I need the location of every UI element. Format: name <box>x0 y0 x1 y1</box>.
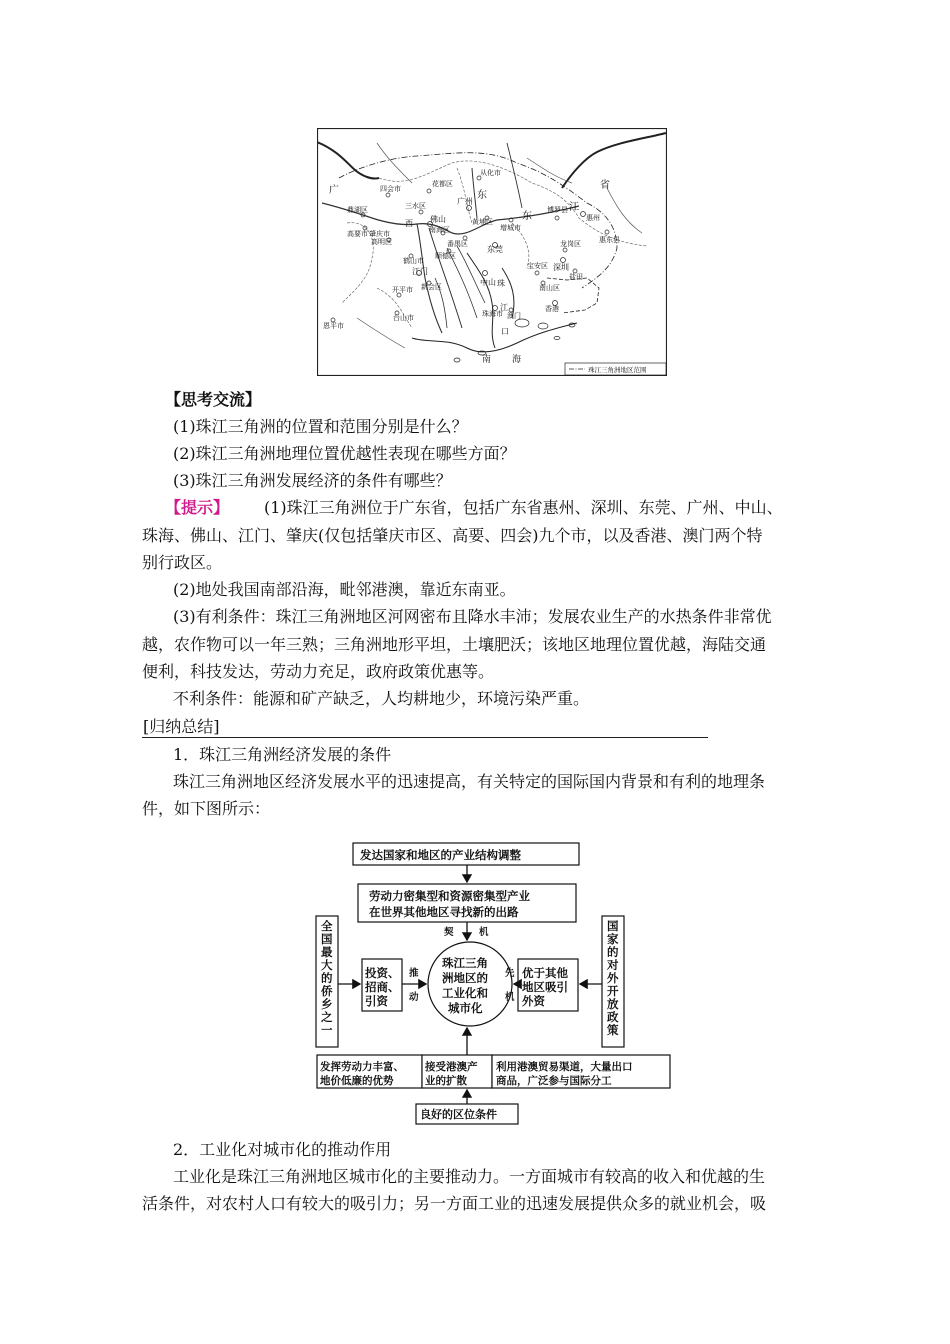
diag-first-1: 先 <box>505 968 515 979</box>
map-label-sheng: 省 <box>600 180 610 191</box>
map-label-nanhaisea: 南 <box>482 355 492 365</box>
diag-first-2: 机 <box>505 992 515 1003</box>
map-label-huadu: 花都区 <box>432 180 453 188</box>
diag-bottom-c2: 商品，广泛参与国际分工 <box>496 1075 612 1087</box>
map-label-shunde: 顺德区 <box>435 252 456 260</box>
hint-label: 【提示】 <box>165 498 230 517</box>
map-label-guang1: 广 <box>329 185 339 196</box>
map-label-sanshui: 三水区 <box>405 202 426 210</box>
point-1-line-1: 珠江三角洲地区经济发展水平的迅速提高，有关特定的国际国内背景和有利的地理条 <box>173 772 766 791</box>
diag-center-2: 洲地区的 <box>442 971 488 985</box>
map-label-gaoyao: 高要市 <box>347 230 368 238</box>
map-label-kaiping: 开平市 <box>392 286 413 294</box>
diag-invest-1: 投资、 <box>365 966 400 980</box>
question-3: (3)珠江三角洲发展经济的条件有哪些？ <box>173 471 452 490</box>
vtext-right-char: 国 <box>607 919 619 933</box>
diag-top-1: 发达国家和地区的产业结构调整 <box>360 848 521 862</box>
map-label-gaoming: 高明区 <box>371 238 392 246</box>
vtext-right-char: 开 <box>607 984 619 998</box>
map-label-huidong: 惠东县 <box>599 236 620 244</box>
diag-left-vertical <box>321 919 333 1037</box>
map-label-xi: 西 <box>405 219 413 228</box>
conditions-flow-diagram <box>312 842 672 1125</box>
vtext-left-char: 乡 <box>321 997 333 1011</box>
question-2: (2)珠江三角洲地理位置优越性表现在哪些方面？ <box>173 444 516 463</box>
answer-3-line-1: (3)有利条件：珠江三角洲地区河网密布且降水丰沛；发展农业生产的水热条件非常优 <box>173 607 772 626</box>
map-label-dinghu: 鼎湖区 <box>347 206 368 214</box>
vtext-left-char: 大 <box>321 958 333 972</box>
map-label-boluo: 博罗县 <box>547 206 568 214</box>
diag-center-4: 城市化 <box>448 1001 483 1015</box>
map-label-sihui: 四会市 <box>380 185 401 193</box>
map-label-enping: 恩平市 <box>323 322 344 330</box>
map-label-zengcheng: 增城市 <box>500 224 521 232</box>
point-2-line-1: 工业化是珠江三角洲地区城市化的主要推动力。一方面城市有较高的收入和优越的生 <box>173 1167 766 1186</box>
diag-bottom: 良好的区位条件 <box>420 1108 497 1121</box>
map-label-guang2: 东 <box>477 190 487 201</box>
map-label-dongguan: 东莞 <box>487 245 503 254</box>
diag-top-2a: 劳动力密集型和资源密集型产业 <box>369 889 530 903</box>
vtext-left-char: 之 <box>321 1010 333 1024</box>
diag-qi: 契 <box>444 927 454 938</box>
diag-bottom-a1: 发挥劳动力丰富、 <box>320 1061 404 1073</box>
map-label-jiang2: 江 <box>500 303 508 312</box>
map-label-dong: 东 <box>522 211 532 222</box>
map-label-kou: 口 <box>501 327 509 336</box>
vtext-right-char: 的 <box>607 945 619 959</box>
diag-bottom-a2: 地价低廉的优势 <box>320 1075 394 1087</box>
vtext-left-char: 最 <box>321 945 333 959</box>
map-label-zhongshan: 中山 <box>480 278 496 287</box>
map-label-conghua: 从化市 <box>480 169 501 177</box>
map-label-xianggang: 香港 <box>545 305 559 313</box>
question-1: (1)珠江三角洲的位置和范围分别是什么？ <box>173 417 468 436</box>
diag-push-1: 推 <box>409 968 419 979</box>
diag-invest-3: 引资 <box>365 994 388 1008</box>
map-label-huizhou: 惠州 <box>586 214 600 222</box>
answer-2: (2)地处我国南部沿海，毗邻港澳，靠近东南亚。 <box>173 580 516 599</box>
map-label-yantian: 盐田 <box>569 273 583 281</box>
summary-title: [归纳总结] <box>143 717 220 736</box>
vtext-left-char: 的 <box>321 971 333 985</box>
diag-bottom-c1: 利用港澳贸易渠道，大量出口 <box>496 1061 633 1073</box>
diag-attract-1: 优于其他 <box>522 966 568 980</box>
map-label-zhu: 珠 <box>497 279 505 288</box>
map-label-baoan: 宝安区 <box>527 262 548 270</box>
section-think: 【思考交流】 <box>165 390 262 409</box>
vtext-right-char: 策 <box>607 1023 619 1037</box>
diag-attract-3: 外资 <box>522 994 545 1008</box>
diag-center-3: 工业化和 <box>442 986 488 1000</box>
diag-bottom-b1: 接受港澳产 <box>425 1061 478 1073</box>
map-label-jiangmen: 江门 <box>412 267 428 276</box>
diag-bottom-b2: 业的扩散 <box>425 1075 467 1087</box>
map-label-heshan: 鹤山市 <box>403 257 424 265</box>
pearl-river-delta-map <box>317 128 667 376</box>
map-label-huangpu: 黄埔区 <box>472 218 493 226</box>
map-label-shenzhen: 深圳 <box>553 263 569 272</box>
map-label-nanshan: 南山区 <box>539 284 560 292</box>
map-label-zhuhai: 珠海市 <box>482 310 503 318</box>
map-label-panyu: 番禺区 <box>447 240 468 248</box>
map-label-aomen: 澳门 <box>507 312 521 320</box>
disadvantage: 不利条件：能源和矿产缺乏，人均耕地少，环境污染严重。 <box>173 689 590 708</box>
map-label-guangzhou: 广州 <box>457 197 473 206</box>
diag-top-2b: 在世界其他地区寻找新的出路 <box>369 905 519 919</box>
vtext-right-char: 政 <box>607 1010 619 1024</box>
point-2-title: 2．工业化对城市化的推动作用 <box>173 1140 392 1159</box>
diag-ji: 机 <box>479 927 489 938</box>
vtext-left-char: 侨 <box>321 984 333 998</box>
vtext-left-char: 一 <box>321 1023 333 1037</box>
map-label-foshan: 佛山 <box>430 215 446 224</box>
map-label-taishan: 台山市 <box>393 314 414 322</box>
map-legend: 珠江三角洲地区范围 <box>588 366 647 374</box>
vtext-left-char: 国 <box>321 932 333 946</box>
answer-1-line-1: (1)珠江三角洲位于广东省，包括广东省惠州、深圳、东莞、广州、中山、 <box>264 498 783 517</box>
answer-3-line-2: 越，农作物可以一年三熟；三角洲地形平坦，土壤肥沃；该地区地理位置优越，海陆交通 <box>142 635 767 654</box>
answer-1-line-3: 别行政区。 <box>142 553 223 572</box>
answer-3-line-3: 便利，科技发达，劳动力充足，政府政策优惠等。 <box>142 662 495 681</box>
point-2-line-2: 活条件，对农村人口有较大的吸引力；另一方面工业的迅速发展提供众多的就业机会，吸 <box>142 1194 767 1213</box>
summary-rule <box>142 737 708 738</box>
map-label-zhaoqing: 肇庆市 <box>369 230 390 238</box>
map-label-jiang: 江 <box>569 202 579 213</box>
point-1-title: 1．珠江三角洲经济发展的条件 <box>173 745 392 764</box>
vtext-left-char: 全 <box>321 919 333 933</box>
diag-invest-2: 招商、 <box>365 980 400 994</box>
vtext-right-char: 对 <box>607 958 619 972</box>
map-label-nanhai: 南海区 <box>429 226 450 234</box>
map-label-haisea: 海 <box>512 355 522 365</box>
vtext-right-char: 家 <box>607 932 619 946</box>
diag-attract-2: 地区吸引 <box>522 980 568 994</box>
point-1-line-2: 件，如下图所示： <box>142 799 271 818</box>
answer-1-line-2: 珠海、佛山、江门、肇庆(仅包括肇庆市区、高要、四会)九个市，以及香港、澳门两个特 <box>142 526 763 545</box>
diag-push-2: 动 <box>409 992 419 1003</box>
map-label-xinhui: 新会区 <box>421 283 442 291</box>
diag-right-vertical <box>606 919 619 1037</box>
vtext-right-char: 外 <box>607 971 619 985</box>
vtext-right-char: 放 <box>607 997 619 1011</box>
map-label-longgang: 龙岗区 <box>560 240 581 248</box>
diag-center-1: 珠江三角 <box>442 956 488 970</box>
